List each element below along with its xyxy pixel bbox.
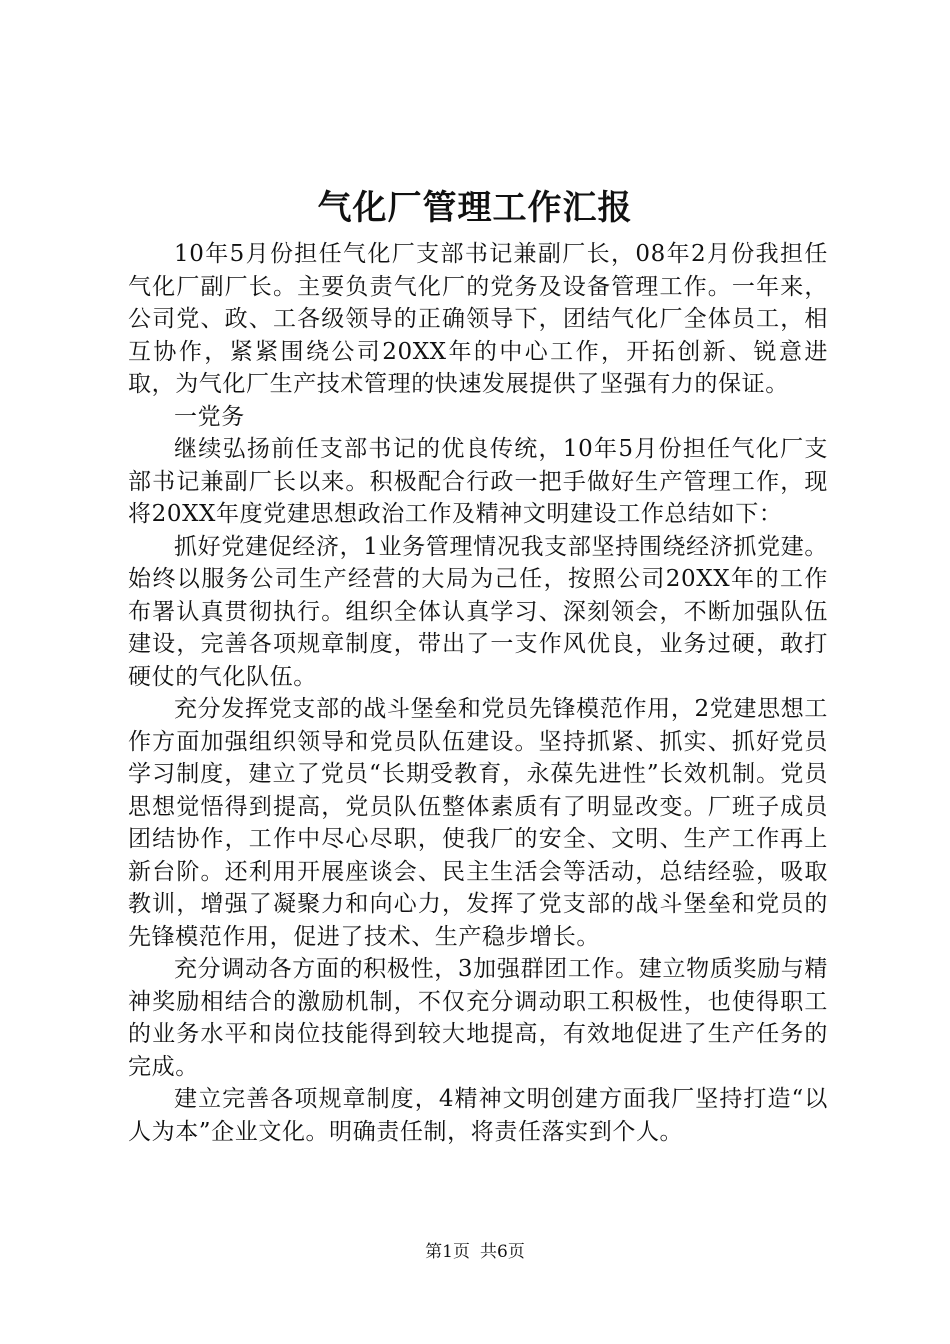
paragraph-party-building: 充分发挥党支部的战斗堡垒和党员先锋模范作用，2党建思想工作方面加强组织领导和党员队伍建设。坚持抓紧、抓实、抓好党员学习制度，建立了党员“长期受教育，永葆先进性”长效机制。党员思想觉悟得到提高，党员队伍整体素质有了明显改变。厂班子成员团结协作，工作中尽心尽职，使我厂的安全、文明、生产工作再上新台阶。还利用开展座谈会、民主生活会等活动，总结经验，吸取教训，增强了凝聚力和向心力，发挥了党支部的战斗堡垒和党员的先锋模范作用，促进了技术、生产稳步增长。 <box>128 696 828 950</box>
paragraph-intro: 10年5月份担任气化厂支部书记兼副厂长，08年2月份我担任气化厂副厂长。主要负责气化厂的党务及设备管理工作。一年来，公司党、政、工各级领导的正确领导下，团结气化厂全体员工，相互协作，紧紧围绕公司20XX年的中心工作，开拓创新、锐意进取，为气化厂生产技术管理的快速发展提供了坚强有力的保证。 <box>128 241 828 397</box>
document-title: 气化厂管理工作汇报 <box>317 188 633 228</box>
page-number: 第1页 <box>425 1242 470 1262</box>
page-total: 共6页 <box>480 1242 525 1262</box>
page-footer <box>0 1240 950 1264</box>
paragraph-mass-organizations: 充分调动各方面的积极性，3加强群团工作。建立物质奖励与精神奖励相结合的激励机制，不仅充分调动职工积极性，也使得职工的业务水平和岗位技能得到较大地提高，有效地促进了生产任务的完成。 <box>128 956 828 1080</box>
paragraph-spiritual-civilization: 建立完善各项规章制度，4精神文明创建方面我厂坚持打造“以人为本”企业文化。明确责任制，将责任落实到个人。 <box>128 1086 828 1145</box>
section-heading-party-affairs: 一党务 <box>174 403 245 430</box>
document-body <box>128 238 828 1148</box>
paragraph-business-management: 抓好党建促经济，1业务管理情况我支部坚持围绕经济抓党建。始终以服务公司生产经营的大局为己任，按照公司20XX年的工作布署认真贯彻执行。组织全体认真学习、深刻领会，不断加强队伍建设，完善各项规章制度，带出了一支作风优良，业务过硬，敢打硬仗的气化队伍。 <box>128 533 828 690</box>
paragraph-party-affairs: 继续弘扬前任支部书记的优良传统，10年5月份担任气化厂支部书记兼副厂长以来。积极配合行政一把手做好生产管理工作，现将20XX年度党建思想政治工作及精神文明建设工作总结如下： <box>128 436 828 527</box>
